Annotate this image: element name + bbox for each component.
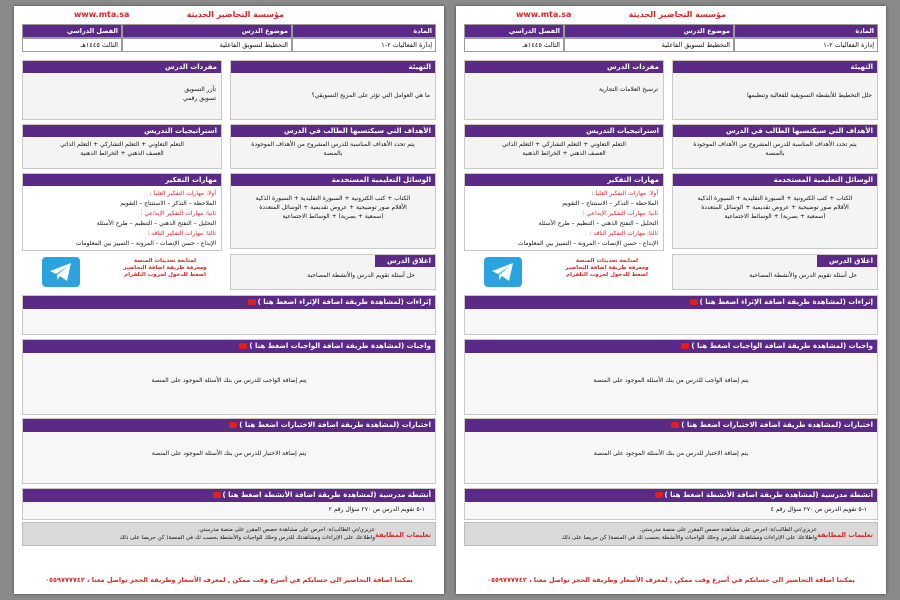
instructions-text — [29, 526, 375, 542]
enrichment-title[interactable]: إثراءات (لمشاهدة طريقة اضافة الإثراء اضغط هنا ) — [23, 296, 435, 309]
skills-text — [465, 186, 663, 252]
text-line: الملاحظة – التذكر – الاستنتاج – التقويم — [120, 200, 216, 207]
homework-section — [464, 339, 878, 415]
text-line: التحليل – التفتح الذهني – التنظيم – طرح الأسئلة — [538, 220, 658, 227]
goals-text — [231, 137, 435, 161]
skills-text — [23, 186, 221, 252]
vocab-title: مفردات الدرس — [23, 61, 221, 73]
organization-name: مؤسسة التحاضير الحديثة — [628, 10, 726, 19]
instructions-label: تعليمات المطابقة — [375, 531, 431, 539]
term-value: الثالث ١٤٤٥هـ — [464, 38, 564, 52]
subject-value: إدارة الفعاليات ٢-١ — [292, 38, 436, 52]
contact-footer: يمكننا اضافة التحاضير الى حسابكم في أسرع وقت ممكن , لمعرف الأسعار وطريقة الحجز تواصل معنا ، ٠٥٥٩٧٧٧٧٤٢ — [45, 576, 413, 584]
text-line: واطلاعك على الإثراءات ومشاهدتك للدرس وحلك للواجبات والأنشطة بحسب ثك في المنصة( كن حريصا على ذلك — [119, 535, 375, 541]
video-play-icon[interactable] — [239, 343, 247, 349]
activities-title[interactable]: أنشطة مدرسية (لمشاهدة طريقة اضافة الأنشطة اضغط هنا ) — [23, 489, 435, 502]
strategies-text — [465, 137, 663, 161]
topic-value: التخطيط لتسويق الفاعلية — [564, 38, 734, 52]
strategies-box — [464, 124, 664, 169]
subject-value: إدارة الفعاليات ٢-١ — [734, 38, 878, 52]
tools-title: الوسائل التعليمية المستخدمة — [673, 174, 877, 186]
text-line: العصف الذهني + الخرائط الذهنية — [80, 150, 164, 157]
activities-text: ١-٥ تقويم الدرس ص ٢٧٠ سؤال رقم ٤ — [770, 506, 867, 513]
skills-title: مهارات التفكير — [465, 174, 663, 186]
contact-footer: يمكننا اضافة التحاضير الى حسابكم في أسرع وقت ممكن , لمعرف الأسعار وطريقة الحجز تواصل معنا ، ٠٥٥٩٧٧٧٧٤٢ — [487, 576, 855, 584]
tools-box — [230, 173, 436, 249]
lesson-plan-page — [14, 6, 444, 594]
video-play-icon[interactable] — [681, 343, 689, 349]
enrichment-section — [464, 295, 878, 335]
text-line: أولا: مهارات التفكير العليا : — [591, 190, 658, 197]
text-line: لمتابعة تحديثات المنصة — [133, 258, 197, 264]
goals-title: الأهداف التي سيكتسبها الطالب في الدرس — [231, 125, 435, 137]
telegram-promo-text[interactable] — [110, 258, 220, 279]
subject-header: المادة — [734, 24, 878, 38]
telegram-icon[interactable] — [42, 257, 80, 287]
video-play-icon[interactable] — [229, 422, 237, 428]
text-line: ثالثا: مهارات التفكير الناقد : — [147, 230, 216, 237]
website-link[interactable]: www.mta.sa — [516, 10, 572, 19]
video-play-icon[interactable] — [690, 299, 698, 305]
text-line: ومعرفة طريقة اضافة التحاضير — [565, 265, 649, 271]
goals-box — [230, 124, 436, 169]
telegram-promo-text[interactable] — [552, 258, 662, 279]
homework-title[interactable]: واجبات (لمشاهدة طريقة اضافة الواجبات اضغط هنا ) — [465, 340, 877, 353]
skills-title: مهارات التفكير — [23, 174, 221, 186]
vocab-list — [23, 73, 221, 106]
text-line: العصف الذهني + الخرائط الذهنية — [522, 150, 606, 157]
tests-title[interactable]: اختبارات (لمشاهدة طريقة اضافة الاختبارات اضغط هنا ) — [465, 419, 877, 432]
text-line: ثانيا: مهارات التفكير الإبداعي : — [582, 210, 658, 217]
video-play-icon[interactable] — [655, 492, 663, 498]
activities-section — [22, 488, 436, 520]
text-line: اضغط للدخول لجروب التلقرام — [124, 272, 206, 278]
text-line: عزيزي/تي الطالب/ة: احرص على مشاهدة حصص المقرر على منصة مدرستي. — [197, 527, 375, 533]
text-line: ثالثا: مهارات التفكير الناقد : — [589, 230, 658, 237]
instructions-text — [471, 526, 817, 542]
goals-title: الأهداف التي سيكتسبها الطالب في الدرس — [673, 125, 877, 137]
intro-title: التهيئة — [231, 61, 435, 73]
website-link[interactable]: www.mta.sa — [74, 10, 130, 19]
text-line: يتم تحدد الأهداف المناسبة للدرس المشروح من الأهداف الموجودة — [251, 141, 415, 148]
homework-text: يتم إضافة الواجب للدرس من بنك الأسئلة الموجود على المنصة — [151, 377, 307, 384]
activities-text: ١-٥ تقويم الدرس ص ٢٧٠ سؤال رقم ٢ — [328, 506, 425, 513]
vocab-box — [464, 60, 664, 120]
text-line: التعلم التعاوني + التعلم التشاركي + التعلم الذاتي — [502, 141, 626, 148]
tests-title[interactable]: اختبارات (لمشاهدة طريقة اضافة الاختبارات اضغط هنا ) — [23, 419, 435, 432]
intro-text: ما هي العوامل التي تؤثر على المزيج التسويقي؟ — [311, 92, 430, 99]
closing-box — [672, 254, 878, 290]
closing-text: حل أسئلة تقويم الدرس والأنشطة المصاحبة — [749, 272, 857, 279]
text-line: تآزر التسويق — [184, 86, 216, 93]
text-line: الكتاب + كتب الكترونية + السبورة التقليدية + السبورة الذكية — [697, 195, 853, 202]
goals-box — [672, 124, 878, 169]
intro-box — [672, 60, 878, 120]
strategies-title: استراتيجيات التدريس — [465, 125, 663, 137]
homework-title[interactable]: واجبات (لمشاهدة طريقة اضافة الواجبات اضغط هنا ) — [23, 340, 435, 353]
text-line: بالمنصة — [765, 150, 785, 157]
enrichment-title[interactable]: إثراءات (لمشاهدة طريقة اضافة الإثراء اضغط هنا ) — [465, 296, 877, 309]
telegram-icon[interactable] — [484, 257, 522, 287]
topic-header: موضوع الدرس — [122, 24, 292, 38]
topic-value: التخطيط لتسويق الفاعلية — [122, 38, 292, 52]
tools-text — [673, 186, 877, 224]
text-line: ومعرفة طريقة اضافة التحاضير — [123, 265, 207, 271]
activities-section — [464, 488, 878, 520]
lesson-info-table — [22, 24, 436, 52]
text-line: الكتاب + كتب الكترونية + السبورة التقليدية + السبورة الذكية — [255, 195, 411, 202]
tools-title: الوسائل التعليمية المستخدمة — [231, 174, 435, 186]
text-line: الإبداع - حسن الإنصات - المرونة – التمييز بين المعلومات — [517, 240, 658, 247]
enrichment-section — [22, 295, 436, 335]
closing-title: اغلاق الدرس — [817, 255, 877, 267]
tools-box — [672, 173, 878, 249]
text-line: الأقلام صور توضيحية + عروض تقديمية + الوسائل المتعددة — [701, 204, 849, 211]
strategies-box — [22, 124, 222, 169]
strategies-title: استراتيجيات التدريس — [23, 125, 221, 137]
topic-header: موضوع الدرس — [564, 24, 734, 38]
subject-header: المادة — [292, 24, 436, 38]
intro-text: حلل التخطيط للأنشطة التسويقية للفعالية وتنظيمها — [746, 92, 872, 99]
text-line: الملاحظة – التذكر – الاستنتاج – التقويم — [562, 200, 658, 207]
text-line: لمتابعة تحديثات المنصة — [575, 258, 639, 264]
lesson-info-table — [464, 24, 878, 52]
text-line: أولا: مهارات التفكير العليا : — [149, 190, 216, 197]
vocab-box — [22, 60, 222, 120]
vocab-list — [465, 73, 663, 97]
closing-title: اغلاق الدرس — [375, 255, 435, 267]
text-line: واطلاعك على الإثراءات ومشاهدتك للدرس وحلك للواجبات والأنشطة بحسب ثك في المنصة( كن حريصا على ذلك — [561, 535, 817, 541]
instructions-box — [464, 522, 878, 546]
text-line: التعلم التعاوني + التعلم التشاركي + التعلم الذاتي — [60, 141, 184, 148]
instructions-box — [22, 522, 436, 546]
organization-name: مؤسسة التحاضير الحديثة — [186, 10, 284, 19]
text-line: اضغط للدخول لجروب التلقرام — [566, 272, 648, 278]
closing-box — [230, 254, 436, 290]
intro-box — [230, 60, 436, 120]
text-line: بالمنصة — [323, 150, 343, 157]
homework-section — [22, 339, 436, 415]
video-play-icon[interactable] — [213, 492, 221, 498]
text-line: (سمعية + بصرية) + الوسائط الاجتماعية — [724, 213, 826, 220]
video-play-icon[interactable] — [671, 422, 679, 428]
skills-box — [22, 173, 222, 251]
closing-text: حل أسئلة تقويم الدرس والأنشطة المصاحبة — [307, 272, 415, 279]
text-line: يتم تحدد الأهداف المناسبة للدرس المشروح من الأهداف الموجودة — [693, 141, 857, 148]
term-header: الفصل الدراسي — [22, 24, 122, 38]
text-line: ترسيخ العلامات التجارية — [599, 86, 658, 93]
tests-section — [464, 418, 878, 484]
activities-title[interactable]: أنشطة مدرسية (لمشاهدة طريقة اضافة الأنشطة اضغط هنا ) — [465, 489, 877, 502]
vocab-title: مفردات الدرس — [465, 61, 663, 73]
lesson-plan-page — [456, 6, 886, 594]
tests-text: يتم إضافة الاختبار للدرس من بنك الأسئلة الموجود على المنصة — [593, 450, 749, 457]
term-header: الفصل الدراسي — [464, 24, 564, 38]
intro-title: التهيئة — [673, 61, 877, 73]
text-line: ثانيا: مهارات التفكير الإبداعي : — [140, 210, 216, 217]
text-line: التحليل – التفتح الذهني – التنظيم – طرح الأسئلة — [96, 220, 216, 227]
video-play-icon[interactable] — [248, 299, 256, 305]
strategies-text — [23, 137, 221, 161]
homework-text: يتم إضافة الواجب للدرس من بنك الأسئلة الموجود على المنصة — [593, 377, 749, 384]
tests-text: يتم إضافة الاختبار للدرس من بنك الأسئلة الموجود على المنصة — [151, 450, 307, 457]
term-value: الثالث ١٤٤٥هـ — [22, 38, 122, 52]
tests-section — [22, 418, 436, 484]
skills-box — [464, 173, 664, 251]
goals-text — [673, 137, 877, 161]
text-line: الإبداع - حسن الإنصات - المرونة – التمييز بين المعلومات — [75, 240, 216, 247]
text-line: تسويق رقمي — [183, 95, 216, 102]
text-line: (سمعية + بصرية) + الوسائط الاجتماعية — [282, 213, 384, 220]
tools-text — [231, 186, 435, 224]
instructions-label: تعليمات المطابقة — [817, 531, 873, 539]
text-line: الأقلام صور توضيحية + عروض تقديمية + الوسائل المتعددة — [259, 204, 407, 211]
text-line: عزيزي/تي الطالب/ة: احرص على مشاهدة حصص المقرر على منصة مدرستي. — [639, 527, 817, 533]
